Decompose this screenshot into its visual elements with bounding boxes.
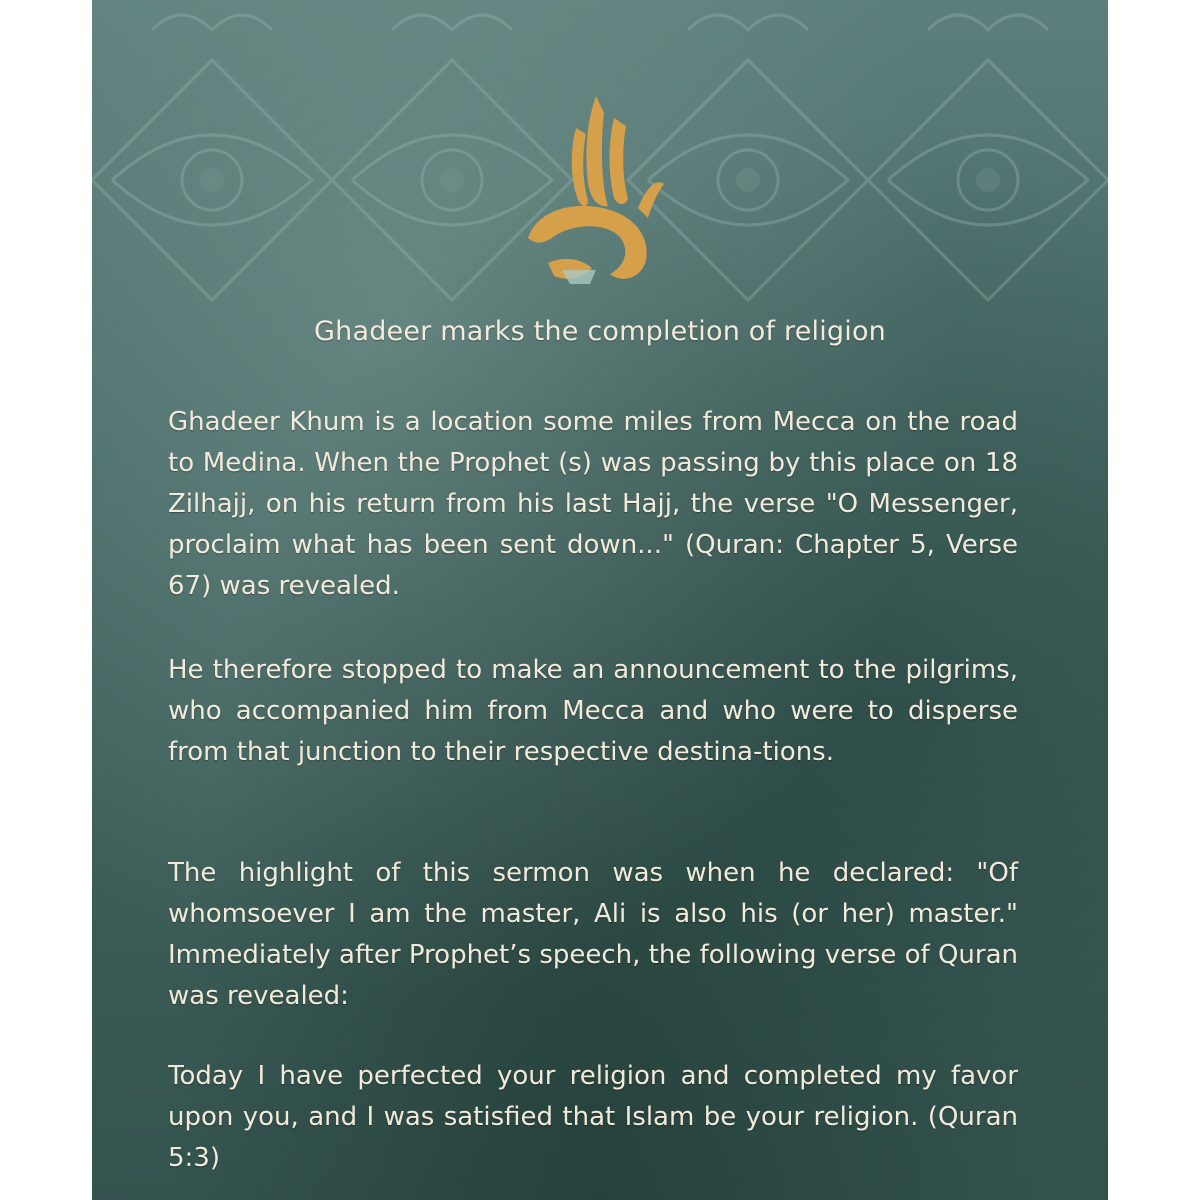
page-title: Ghadeer marks the completion of religion	[314, 316, 886, 347]
paragraph-announcement: He therefore stopped to make an announcement to the pilgrims, who accompanied him from Mecca and who were to disperse from that junction to their respective destina-tions.	[168, 655, 1018, 767]
paragraph-location: Ghadeer Khum is a location some miles from Mecca on the road to Medina. When the Prophet (s) was passing by this place on 18 Zilhajj, on his return from his last Hajj, the verse "O Messenger, proclaim what has been sent down..." (Quran: Chapter 5, Verse 67) was revealed.	[168, 407, 1018, 601]
paragraph-sermon: The highlight of this sermon was when he declared: "Of whomsoever I am the master, Ali is also his (or her) master." Immediately after Prophet’s speech, the following verse of Quran was revealed:	[168, 858, 1018, 1011]
paragraph-quran-verse: Today I have perfected your religion and completed my favor upon you, and I was satisfied that Islam be your religion. (Quran 5:3)	[168, 1061, 1018, 1173]
pamphlet-card	[92, 0, 1108, 1200]
calligraphy-logo	[518, 88, 668, 288]
